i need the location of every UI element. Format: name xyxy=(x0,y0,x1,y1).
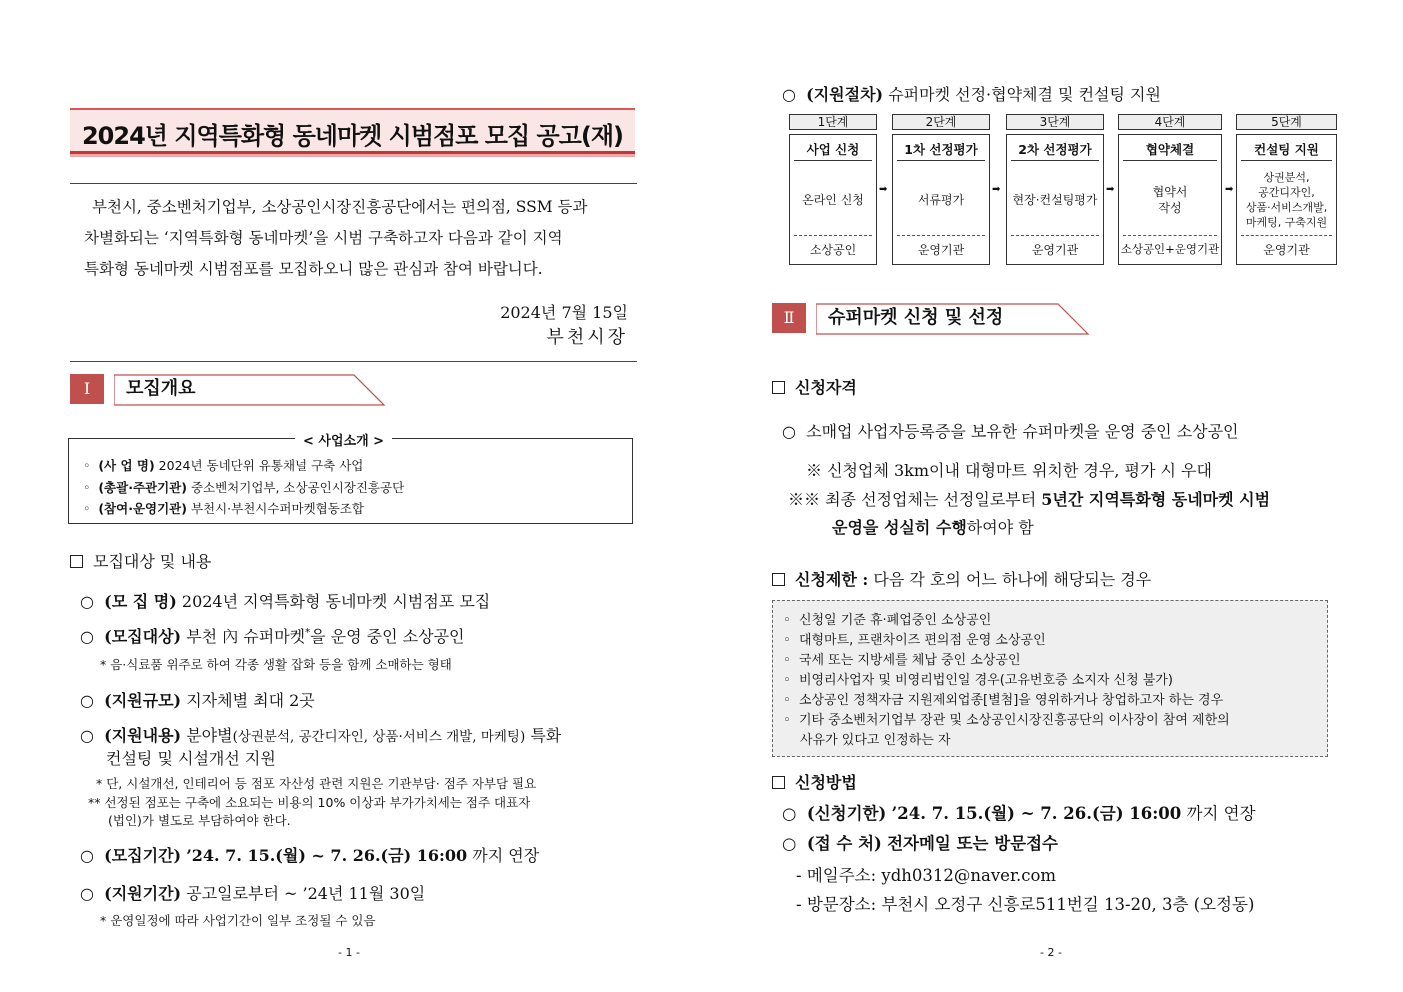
section-2-label: 슈퍼마켓 신청 및 선정 xyxy=(828,307,1004,328)
business-row-value: 2024년 동네단위 유통채널 구축 사업 xyxy=(158,458,364,473)
item-content-line2: 컨설팅 및 시설개선 지원 xyxy=(106,749,276,768)
stage-box xyxy=(892,134,990,265)
stage-5 xyxy=(1236,114,1337,265)
flow-arrow-icon: ➡ xyxy=(992,184,1001,195)
business-intro-title: < 사업소개 > xyxy=(295,430,392,449)
business-row-key: (사 업 명) xyxy=(98,458,155,473)
bullet-icon: ○ xyxy=(80,846,94,865)
method-visit: - 방문장소: 부천시 오정구 신흥로511번길 13-20, 3층 (오정동) xyxy=(796,895,1255,914)
bullet-icon: ○ xyxy=(80,884,94,903)
stage-box xyxy=(1236,134,1337,265)
intro-line: 특화형 동네마켓 시범점포를 모집하오니 많은 관심과 참여 바랍니다. xyxy=(84,260,543,278)
stage-dashed-divider xyxy=(1011,235,1099,236)
business-row xyxy=(83,499,364,517)
bullet-icon: ◦ xyxy=(83,458,91,473)
bullet-icon: ○ xyxy=(782,834,797,853)
bullet-icon: ○ xyxy=(80,627,94,646)
eligibility-bullet: ○ 소매업 사업자등록증을 보유한 슈퍼마켓을 운영 중인 소상공인 xyxy=(782,422,1239,441)
stage-head: 1차 선정평가 xyxy=(904,142,978,157)
stage-dashed-divider xyxy=(1123,235,1217,236)
stage-label: 5단계 xyxy=(1236,114,1337,130)
intro-paragraph xyxy=(84,192,636,285)
title-shadow xyxy=(70,154,635,157)
stage-label: 3단계 xyxy=(1006,114,1104,130)
restriction-heading: 신청제한 : 다음 각 호의 어느 하나에 해당되는 경우 xyxy=(772,567,1151,590)
stage-divider xyxy=(794,160,872,161)
restriction-row: ◦ 신청일 기준 휴·폐업중인 소상공인 xyxy=(783,613,992,628)
flow-arrow-icon: ➡ xyxy=(1225,184,1234,195)
method-email: - 메일주소: ydh0312@naver.com xyxy=(796,866,1057,885)
section-2-number: Ⅱ xyxy=(772,303,806,333)
checkbox-square-icon xyxy=(772,381,785,394)
section-1-label: 모집개요 xyxy=(126,378,196,399)
stage-head: 2차 선정평가 xyxy=(1018,142,1092,157)
stage-divider xyxy=(897,160,985,161)
section-1-header xyxy=(70,374,390,404)
document-title: 2024년 지역특화형 동네마켓 시범점포 모집 공고(재) xyxy=(81,122,623,150)
stage-head: 사업 신청 xyxy=(806,142,860,157)
item-content: ○ (지원내용) 분야별(상권분석, 공간디자인, 상품·서비스 개발, 마케팅) 특화 xyxy=(80,726,562,745)
bullet-icon: ○ xyxy=(782,804,797,823)
stage-divider xyxy=(1123,160,1217,161)
bullet-icon: ○ xyxy=(80,691,94,710)
section-2-header xyxy=(772,303,1102,333)
item-scale: ○ (지원규모) 지자체별 최대 2곳 xyxy=(80,691,315,710)
bullet-icon: ○ xyxy=(782,422,796,441)
item-target-note: * 음·식료품 위주로 하여 각종 생활 잡화 등을 함께 소매하는 형태 xyxy=(100,657,452,672)
bullet-icon: ○ xyxy=(782,85,796,104)
business-row-value: 중소벤처기업부, 소상공인시장진흥공단 xyxy=(190,480,405,495)
stage-foot: 운영기관 xyxy=(1031,243,1079,257)
stage-label: 4단계 xyxy=(1118,114,1222,130)
restriction-row: ◦ 소상공인 정책자금 지원제외업종[별첨]을 영위하거나 창업하고자 하는 경우 xyxy=(783,693,1224,708)
item-target: ○ (모집대상) 부천 內 슈퍼마켓*을 운영 중인 소상공인 xyxy=(80,627,465,646)
announcement-date: 2024년 7월 15일 xyxy=(500,303,628,322)
stage-foot: 소상공인+운영기관 xyxy=(1120,242,1220,256)
restriction-box xyxy=(772,600,1328,757)
restriction-row-continued: 사유가 있다고 인정하는 자 xyxy=(800,733,951,748)
stage-foot: 소상공인 xyxy=(809,243,857,257)
method-deadline: ○ (신청기한) ’24. 7. 15.(월) ~ 7. 26.(금) 16:00 까지 연장 xyxy=(782,804,1256,823)
item-content-note: ** 선정된 점포는 구축에 소요되는 비용의 10% 이상과 부가가치세는 점주 대표자 xyxy=(88,795,531,810)
bullet-icon: ◦ xyxy=(783,693,791,708)
restriction-row: ◦ 국세 또는 지방세를 체납 중인 소상공인 xyxy=(783,653,1021,668)
business-intro-box xyxy=(68,434,633,524)
stage-2 xyxy=(892,114,990,265)
business-row xyxy=(83,456,363,474)
bullet-icon: ◦ xyxy=(83,480,91,495)
method-reception: ○ (접 수 처) 전자메일 또는 방문접수 xyxy=(782,834,1058,853)
stage-dashed-divider xyxy=(897,235,985,236)
item-support-period-note: * 운영일정에 따라 사업기간이 일부 조정될 수 있음 xyxy=(100,913,376,928)
stage-foot: 운영기관 xyxy=(917,243,965,257)
stage-body: 협약서 작성 xyxy=(1152,185,1188,215)
stage-body: 현장·컨설팅평가 xyxy=(1012,193,1098,207)
bullet-icon: ◦ xyxy=(783,673,791,688)
stage-divider xyxy=(1011,160,1099,161)
stage-4 xyxy=(1118,114,1222,265)
stage-dashed-divider xyxy=(794,235,872,236)
title-banner xyxy=(70,108,635,154)
item-support-period: ○ (지원기간) 공고일로부터 ~ ’24년 11월 30일 xyxy=(80,884,426,903)
business-row-key: (참여·운영기관) xyxy=(98,501,187,516)
stage-label: 1단계 xyxy=(789,114,877,130)
bullet-icon: ◦ xyxy=(783,613,791,628)
method-heading: 신청방법 xyxy=(772,770,857,793)
page-number-2: - 2 - xyxy=(1040,946,1062,959)
business-row-key: (총괄·주관기관) xyxy=(98,480,187,495)
procedure-line: ○ (지원절차) 슈퍼마켓 선정·협약체결 및 컨설팅 지원 xyxy=(782,85,1161,104)
intro-line: 부천시, 중소벤처기업부, 소상공인시장진흥공단에서는 편의점, SSM 등과 xyxy=(92,198,588,216)
item-content-note: * 단, 시설개선, 인테리어 등 점포 자산성 관련 지원은 기관부담· 점주 자부담 필요 xyxy=(96,776,537,791)
page-number-1: - 1 - xyxy=(338,946,360,959)
flow-arrow-icon: ➡ xyxy=(1106,184,1115,195)
bullet-icon: ◦ xyxy=(83,501,91,516)
flow-arrow-icon: ➡ xyxy=(879,184,888,195)
stage-box xyxy=(1006,134,1104,265)
bullet-icon: ◦ xyxy=(783,713,791,728)
bullet-icon: ◦ xyxy=(783,633,791,648)
stage-head: 컨설팅 지원 xyxy=(1254,142,1319,157)
checkbox-square-icon xyxy=(70,555,83,568)
stage-body: 상권분석, 공간디자인, 상품·서비스개발, 마케팅, 구축지원 xyxy=(1245,171,1328,229)
bullet-icon: ○ xyxy=(80,592,94,611)
restriction-row: ◦ 기타 중소벤처기업부 장관 및 소상공인시장진흥공단의 이사장이 참여 제한의 xyxy=(783,713,1230,728)
business-row-value: 부천시·부천시수퍼마켓협동조합 xyxy=(190,501,364,516)
item-period: ○ (모집기간) ’24. 7. 15.(월) ~ 7. 26.(금) 16:00 까지 연장 xyxy=(80,846,540,865)
stage-body: 온라인 신청 xyxy=(802,193,864,207)
eligibility-heading: 신청자격 xyxy=(772,375,857,398)
stage-divider xyxy=(1241,160,1332,161)
business-row xyxy=(83,478,404,496)
stage-label: 2단계 xyxy=(892,114,990,130)
bottom-divider xyxy=(70,361,637,362)
restriction-row: ◦ 대형마트, 프랜차이즈 편의점 운영 소상공인 xyxy=(783,633,1046,648)
checkbox-square-icon xyxy=(772,573,785,586)
bullet-icon: ◦ xyxy=(783,653,791,668)
stage-dashed-divider xyxy=(1241,235,1332,236)
stage-box xyxy=(789,134,877,265)
stage-3 xyxy=(1006,114,1104,265)
stage-1 xyxy=(789,114,877,265)
eligibility-note-2-line2: 운영을 성실히 수행하여야 함 xyxy=(832,518,1034,537)
item-name: ○ (모 집 명) 2024년 지역특화형 동네마켓 시범점포 모집 xyxy=(80,592,491,611)
intro-line: 차별화되는 ‘지역특화형 동네마켓’을 시범 구축하고자 다음과 같이 지역 xyxy=(84,229,563,247)
bullet-icon: ○ xyxy=(80,726,94,745)
stage-body: 서류평가 xyxy=(917,193,965,207)
issuer-name: 부천시장 xyxy=(546,327,628,348)
stage-box xyxy=(1118,134,1222,265)
target-heading: 모집대상 및 내용 xyxy=(70,549,211,572)
top-divider xyxy=(70,183,637,184)
restriction-row: ◦ 비영리사업자 및 비영리법인일 경우(고유번호증 소지자 신청 불가) xyxy=(783,673,1173,688)
eligibility-note-1: ※ 신청업체 3km이내 대형마트 위치한 경우, 평가 시 우대 xyxy=(806,461,1212,480)
section-1-number: Ⅰ xyxy=(70,374,104,404)
eligibility-note-2: ※※ 최종 선정업체는 선정일로부터 5년간 지역특화형 동네마켓 시범 xyxy=(788,490,1271,509)
item-content-note: (법인)가 별도로 부담하여야 한다. xyxy=(108,813,291,828)
checkbox-square-icon xyxy=(772,776,785,789)
email-link[interactable]: ydh0312@naver.com xyxy=(881,866,1057,885)
stage-foot: 운영기관 xyxy=(1263,243,1310,257)
stage-head: 협약체결 xyxy=(1145,142,1195,157)
